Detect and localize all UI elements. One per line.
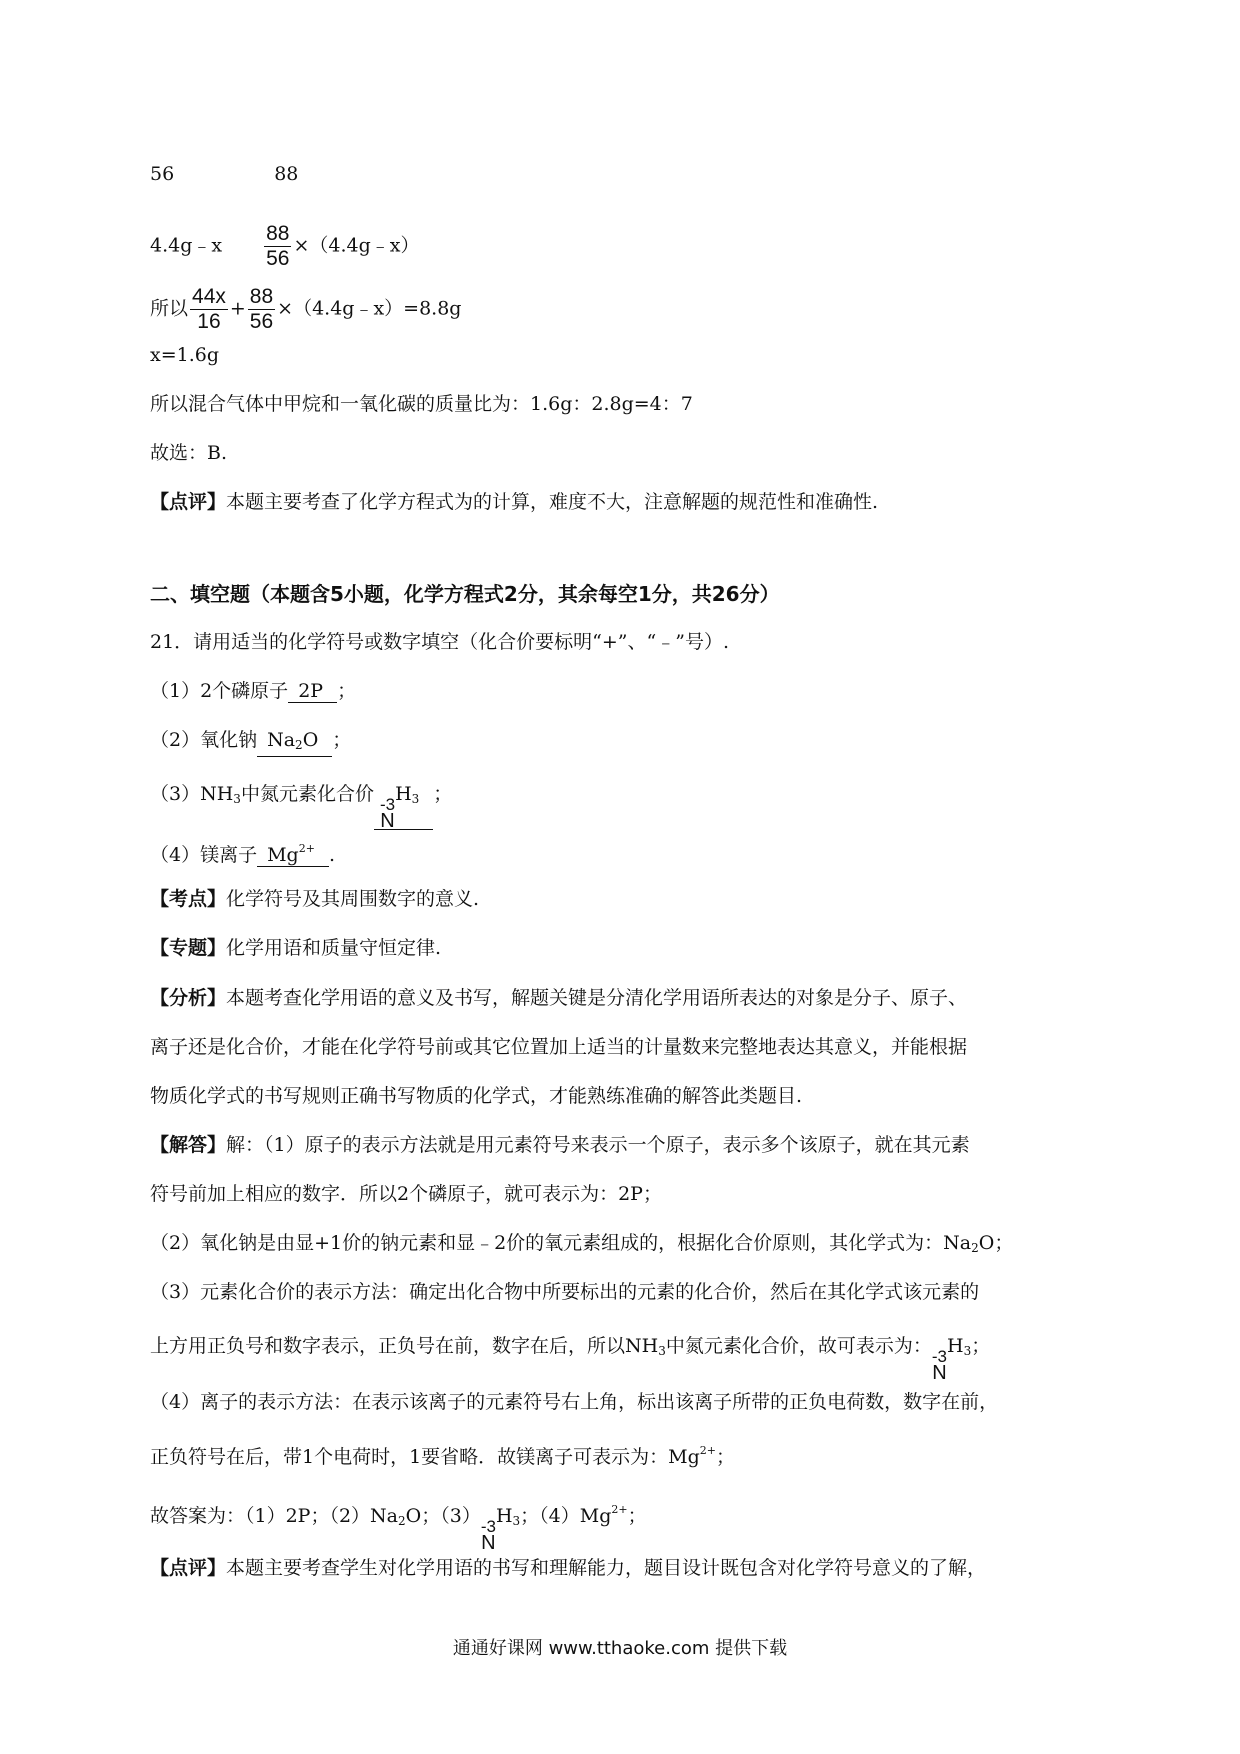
valence-number: -3 [480, 1517, 496, 1536]
part-1-end: ； [337, 680, 357, 702]
jieda-5-a: 上方用正负号和数字表示，正负号在前，数字在后，所以NH [150, 1335, 659, 1357]
fenxi-line-2: 离子还是化合价，才能在化学符号前或其它位置加上适当的计量数来完整地表达其意义，并能根据 [150, 1036, 968, 1058]
answer-sup: 2+ [611, 1503, 628, 1516]
plus-sign: + [229, 297, 246, 320]
fenxi-line-3: 物质化学式的书写规则正确书写物质的化学式，才能熟练准确的解答此类题目. [150, 1085, 803, 1107]
review-second [150, 1556, 986, 1580]
valence-mark [931, 1347, 947, 1384]
formula-na: Na [267, 729, 296, 751]
answer-sub: 2 [398, 1514, 406, 1528]
review-tag: 【点评】 [150, 491, 227, 513]
jieda-3-sub: 2 [971, 1241, 979, 1255]
fraction-denominator: 56 [266, 247, 290, 270]
valence-mark [379, 795, 396, 832]
fraction-88-56 [248, 285, 275, 334]
part-4-label: （4）镁离子 [150, 844, 258, 866]
question-21-part-4 [150, 838, 335, 867]
jieda-line-1 [150, 1133, 970, 1157]
fraction-44x-16 [190, 285, 228, 334]
review-tag: 【点评】 [150, 1557, 227, 1579]
final-answers [150, 1498, 647, 1554]
answer-a: 故答案为：（1）2P；（2）Na [150, 1505, 399, 1527]
zhuanti [150, 936, 441, 960]
answer-c: ；（4）Mg [520, 1505, 612, 1527]
valence-number: -3 [931, 1347, 947, 1366]
jieda-5-sub: 3 [658, 1344, 666, 1358]
answer-b: O；（3） [405, 1505, 481, 1527]
review-text: 本题主要考查学生对化学用语的书写和理解能力，题目设计既包含对化学符号意义的了解， [226, 1557, 987, 1579]
jieda-7-end: ； [716, 1446, 736, 1468]
valence-symbol: N [481, 1532, 496, 1554]
review-text: 本题主要考查了化学方程式为的计算，难度不大，注意解题的规范性和准确性. [226, 491, 879, 513]
part-2-label: （2）氧化钠 [150, 729, 258, 751]
formula-subscript: 2 [295, 738, 303, 752]
equation-prefix: 所以 [150, 297, 189, 320]
question-21-part-2 [150, 728, 351, 757]
fraction-88-56 [264, 222, 291, 271]
equation-tail: ×（4.4g﹣x）=8.8g [277, 297, 462, 320]
calc-row-equation [150, 285, 461, 334]
part-3-label-sub: 3 [233, 792, 241, 806]
part-2-answer [257, 729, 332, 757]
part-4-answer [257, 838, 329, 867]
part-2-end: ； [332, 729, 352, 751]
fraction-numerator: 88 [266, 222, 290, 245]
section-heading: 二、填空题（本题含5小题，化学方程式2分，其余每空1分，共26分） [150, 582, 780, 606]
zhuanti-tag: 【专题】 [150, 937, 227, 959]
calc-row-mass [150, 222, 419, 271]
part-4-end: . [328, 844, 335, 866]
part-3-label-a: （3）NH [150, 783, 234, 805]
molar-co2: 88 [274, 163, 299, 185]
page-footer: 通通好课网 www.tthaoke.com 提供下载 [452, 1638, 788, 1659]
jieda-text-1: 解：（1）原子的表示方法就是用元素符号来表示一个原子，表示多个该原子，就在其元素 [226, 1134, 970, 1156]
valence-symbol: N [932, 1362, 947, 1384]
mass-expression-tail: ×（4.4g﹣x） [293, 234, 420, 257]
fraction-denominator: 56 [249, 310, 274, 333]
jieda-tag: 【解答】 [150, 1134, 227, 1156]
molar-ch4: 56 [150, 163, 175, 185]
mass-co: 4.4g﹣x [150, 234, 223, 257]
valence-mark [480, 1517, 496, 1554]
jieda-3-b: O； [978, 1232, 1014, 1254]
question-21-stem: 21．请用适当的化学符号或数字填空（化合价要标明“+”、“﹣”号）. [150, 631, 729, 653]
valence-number: -3 [379, 795, 396, 814]
fraction-numerator: 88 [249, 285, 274, 308]
jieda-3-a: （2）氧化钠是由显+1价的钠元素和显﹣2价的氧元素组成的，根据化合价原则，其化学式为：Na [150, 1232, 972, 1254]
jieda-line-2: 符号前加上相应的数字．所以2个磷原子，就可表示为：2P； [150, 1183, 662, 1205]
fraction-denominator: 16 [197, 310, 221, 333]
formula-h-subscript: 3 [411, 792, 420, 806]
fenxi-tag: 【分析】 [150, 987, 227, 1009]
formula-h-subscript: 3 [963, 1344, 972, 1358]
part-3-answer [374, 783, 433, 830]
formula-o: O [302, 729, 319, 751]
part-3-label-b: 中氮元素化合价 [240, 783, 374, 805]
question-21-part-1 [150, 679, 356, 703]
jieda-5-b: 中氮元素化合价，故可表示为： [665, 1335, 932, 1357]
fraction-numerator: 44x [192, 285, 226, 308]
kaodian [150, 887, 479, 911]
ion-symbol: Mg [267, 844, 299, 866]
formula-h: H [946, 1335, 964, 1357]
jieda-line-4: （3）元素化合价的表示方法：确定出化合物中所要标出的元素的化合价，然后在其化学式该元素的 [150, 1281, 980, 1303]
choice-answer: 故选：B. [150, 442, 228, 464]
zhuanti-text: 化学用语和质量守恒定律. [226, 937, 442, 959]
answer-end: ； [627, 1505, 647, 1527]
fenxi-text-1: 本题考查化学用语的意义及书写，解题关键是分清化学用语所表达的对象是分子、原子、 [226, 987, 968, 1009]
formula-h: H [495, 1505, 513, 1527]
jieda-7-sup: 2+ [699, 1444, 717, 1457]
review-first [150, 490, 878, 514]
x-value: x=1.6g [150, 344, 220, 366]
ion-charge: 2+ [298, 842, 315, 855]
jieda-5-end: ； [971, 1335, 991, 1357]
calc-row-molar [150, 162, 298, 186]
valence-symbol: N [380, 810, 395, 832]
jieda-line-5 [150, 1334, 991, 1384]
jieda-7-a: 正负符号在后，带1个电荷时，1要省略．故镁离子可表示为：Mg [150, 1446, 700, 1468]
formula-h: H [395, 783, 412, 805]
kaodian-tag: 【考点】 [150, 888, 227, 910]
part-1-label: （1）2个磷原子 [150, 680, 289, 702]
part-3-end: ； [433, 783, 453, 805]
part-1-answer: 2P [288, 680, 337, 703]
kaodian-text: 化学符号及其周围数字的意义. [226, 888, 480, 910]
formula-h-subscript: 3 [512, 1514, 521, 1528]
jieda-line-6: （4）离子的表示方法：在表示该离子的元素符号右上角，标出该离子所带的正负电荷数，数字在前， [150, 1391, 999, 1413]
mass-ratio: 所以混合气体中甲烷和一氧化碳的质量比为：1.6g：2.8g=4：7 [150, 393, 693, 415]
question-21-part-3 [150, 782, 452, 830]
jieda-line-7 [150, 1439, 735, 1469]
jieda-line-3 [150, 1231, 1013, 1260]
fenxi-line-1 [150, 986, 967, 1010]
